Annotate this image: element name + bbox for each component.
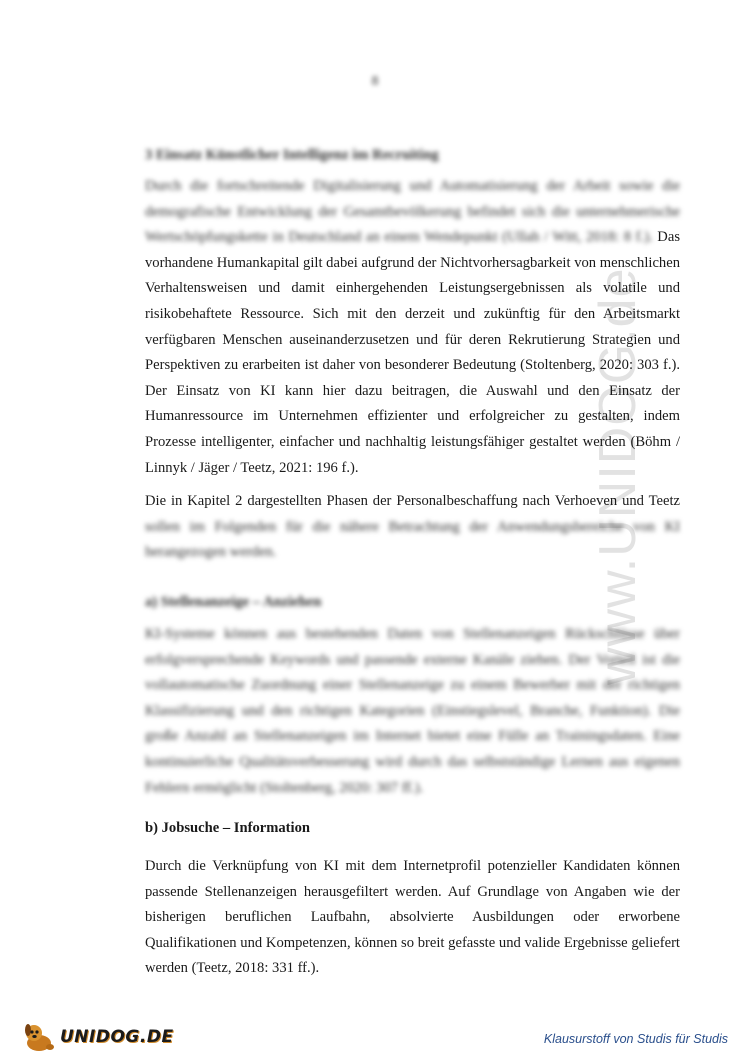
paragraph-phases: [145, 489, 680, 566]
page-number: 8: [371, 74, 379, 89]
section-heading: 3 Einsatz Künstlicher Intelligenz im Recruiting: [145, 147, 439, 163]
visible-text: Die in Kapitel 2 dargestellten Phasen der Personalbeschaffung nach Verhoeven und Teetz: [145, 493, 680, 510]
paragraph-intro: [145, 174, 680, 481]
footer-tagline: Klausurstoff von Studis für Studis: [543, 1032, 728, 1046]
logo: [22, 1020, 174, 1054]
logo-text: UNIDOG.DE: [60, 1027, 174, 1047]
visible-text: Das vorhandene Humankapital gilt dabei aufgrund der Nichtvorhersagbarkeit von menschlichen Verhaltensweisen und damit einhergehenden Leistungsergebnissen als volatile und risikobehaftete Ressource. Sich mit den derzeit und zukünftig für den Arbeitsmarkt verfügbaren Menschen auseinanderzusetzen und für deren Rekrutierung Strategien und Perspektiven zu erarbeiten ist daher von besonderer Bedeutung (Stoltenberg, 2020: 303 f.). Der Einsatz von KI kann hier dazu beitragen, die Auswahl und den Einsatz der Humanressource im Unternehmen effizienter und erfolgreicher zu gestalten, indem Prozesse intelligenter, einfacher und nachhaltig leistungsfähiger gestaltet werden (Böhm / Linnyk / Jäger / Teetz, 2021: 196 f.).: [145, 229, 680, 476]
dog-mascot-icon: [22, 1021, 58, 1053]
watermark-text: www.UNIDOG.de: [589, 267, 647, 685]
subheading-a: a) Stellenanzeige – Anziehen: [145, 594, 322, 610]
subheading-b: b) Jobsuche – Information: [145, 820, 311, 836]
blurred-text: Durch die fortschreitende Digitalisierung und Automatisierung der Arbeit sowie die demografische Entwicklung der Gesamtbevölkerung befindet sich die unternehmerische Wertschöpfungskette in Deutschland an einem Wendepunkt (Ullah / Witt, 2018: 8 f.).: [145, 178, 680, 246]
paragraph-b: Durch die Verknüpfung von KI mit dem Internetprofil potenzieller Kandidaten können passende Stellenanzeigen herausgefiltert werden. Auf Grundlage von Angaben wie der bisherigen beruflichen Laufbahn, absolvierte Ausbildungen oder erworbene Qualifikationen und Kompetenzen, können so breit gefasste und valide Ergebnisse geliefert werden (Teetz, 2018: 331 ff.).: [145, 858, 680, 977]
paragraph-a: KI-Systeme können aus bestehenden Daten von Stellenanzeigen Rückschlüsse über erfolgversprechende Keywords und passende externe Kanäle ziehen. Der Vorteil ist die vollautomatische Zuordnung einer Stellenanzeige zu einem Bewerber mit der richtigen Klassifizierung und den richtigen Kategorien (Einstiegslevel, Branche, Funktion). Die große Anzahl an Stellenanzeigen im Internet bietet eine Fülle an Trainingsdaten. Eine kontinuierliche Qualitätsverbesserung wird durch das selbstständige Lernen aus eigenen Fehlern ermöglicht (Stoltenberg, 2020: 307 ff.).: [145, 626, 680, 796]
blurred-text: sollen im Folgenden für die nähere Betrachtung der Anwendungsbereiche von KI herangezogen werden.: [145, 518, 680, 561]
section-body: [145, 174, 680, 566]
